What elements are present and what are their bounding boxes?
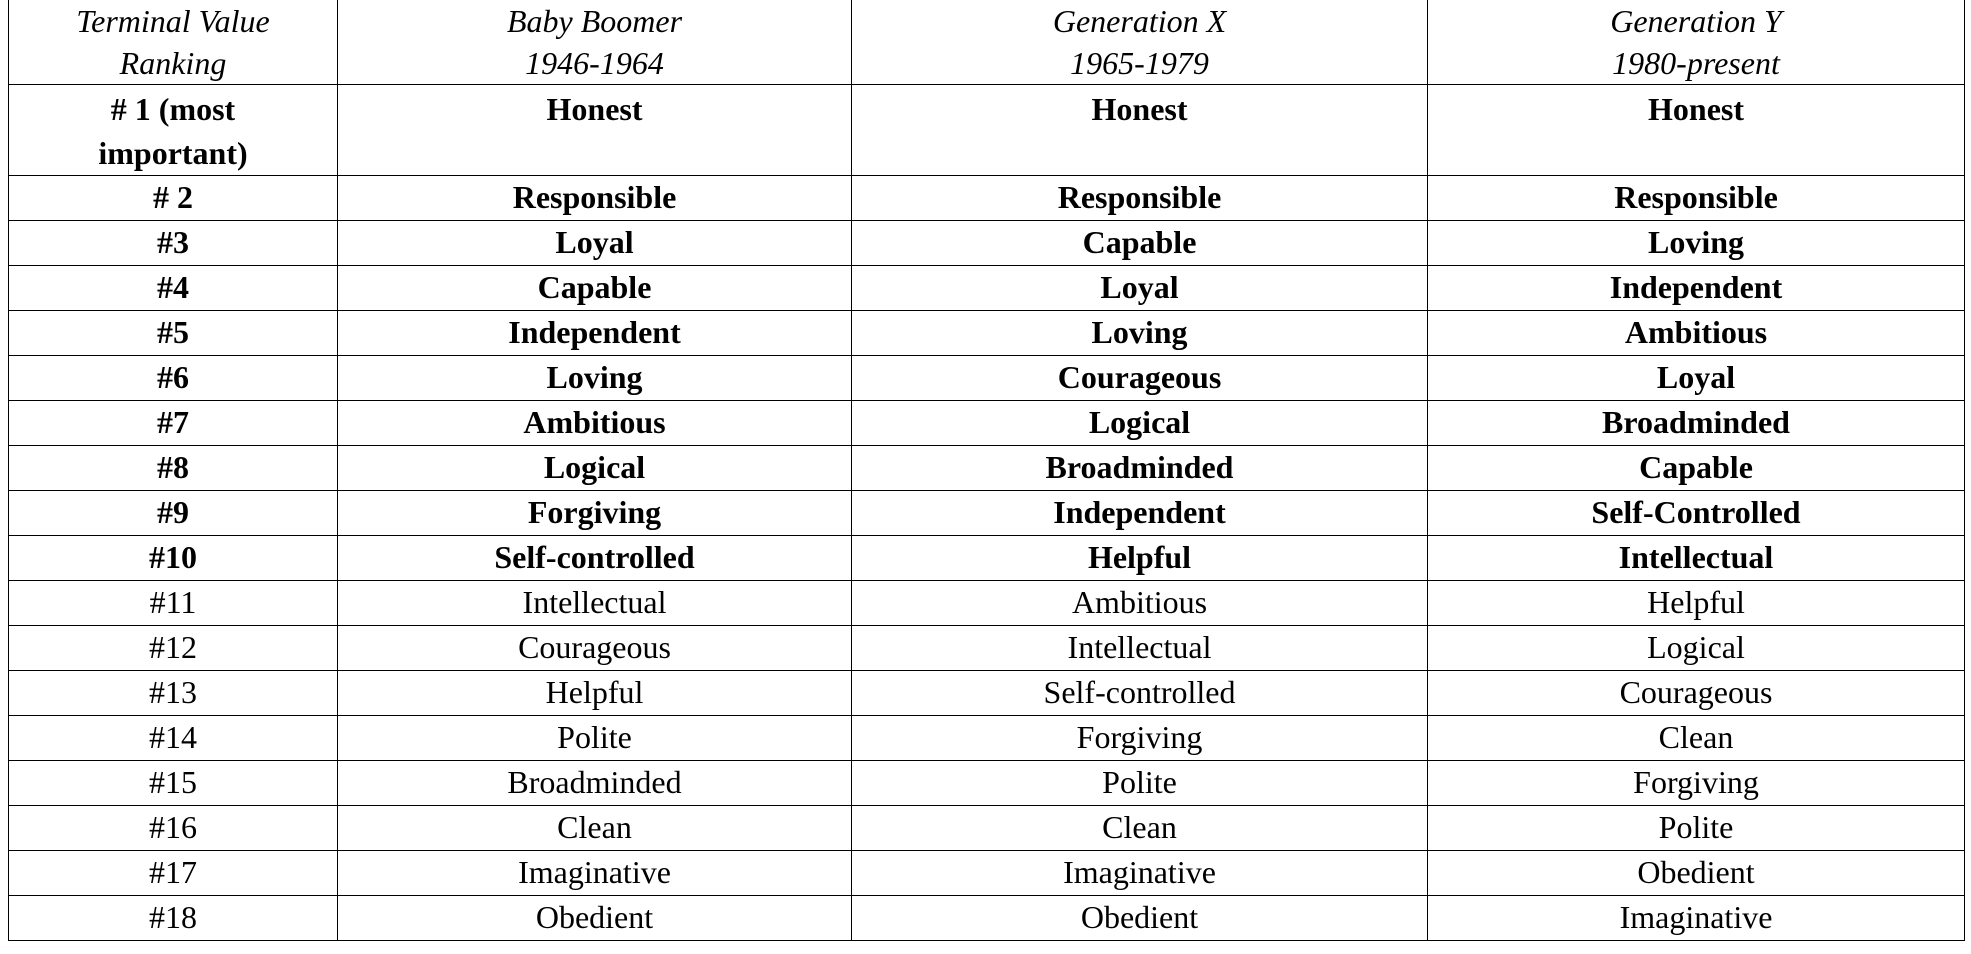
table-header-row [9,0,1965,85]
header-ranking [9,0,338,85]
table-row [9,896,1965,941]
table-row [9,446,1965,491]
baby-boomer-cell: Responsible [338,176,852,221]
header-genx-line2: 1965-1979 [1070,45,1209,81]
rank-cell: #14 [9,716,338,761]
generation-x-cell: Logical [852,401,1428,446]
header-ranking-line2: Ranking [119,45,227,81]
generation-y-cell: Capable [1428,446,1965,491]
table-row [9,851,1965,896]
generation-x-cell: Responsible [852,176,1428,221]
generation-y-cell: Polite [1428,806,1965,851]
table-row [9,671,1965,716]
generation-y-cell: Broadminded [1428,401,1965,446]
generation-y-cell: Self-Controlled [1428,491,1965,536]
generation-x-cell: Polite [852,761,1428,806]
table-row [9,401,1965,446]
header-geny-line1: Generation Y [1610,3,1782,39]
rank-cell: # 2 [9,176,338,221]
generation-x-cell: Courageous [852,356,1428,401]
rank-cell: #17 [9,851,338,896]
generation-x-cell: Obedient [852,896,1428,941]
baby-boomer-cell: Courageous [338,626,852,671]
table-row [9,626,1965,671]
generation-x-cell: Broadminded [852,446,1428,491]
terminal-values-table [8,0,1965,941]
generation-y-cell: Loving [1428,221,1965,266]
header-baby-boomer [338,0,852,85]
table-row [9,221,1965,266]
baby-boomer-cell: Loyal [338,221,852,266]
header-generation-y [1428,0,1965,85]
rank-cell: #4 [9,266,338,311]
generation-y-cell: Obedient [1428,851,1965,896]
table-row [9,761,1965,806]
rank-cell: #9 [9,491,338,536]
generation-y-cell: Responsible [1428,176,1965,221]
generation-x-cell: Self-controlled [852,671,1428,716]
baby-boomer-cell: Helpful [338,671,852,716]
rank-cell: #11 [9,581,338,626]
rank-cell: #3 [9,221,338,266]
rank-cell: #10 [9,536,338,581]
rank-cell: #12 [9,626,338,671]
generation-x-cell: Independent [852,491,1428,536]
baby-boomer-cell: Forgiving [338,491,852,536]
baby-boomer-cell: Polite [338,716,852,761]
rank-cell: #18 [9,896,338,941]
generation-y-cell: Courageous [1428,671,1965,716]
baby-boomer-cell: Obedient [338,896,852,941]
baby-boomer-cell: Loving [338,356,852,401]
generation-x-cell: Imaginative [852,851,1428,896]
generation-y-cell: Logical [1428,626,1965,671]
table-row [9,491,1965,536]
header-genx-line1: Generation X [1052,3,1227,39]
table-row [9,266,1965,311]
baby-boomer-cell: Self-controlled [338,536,852,581]
rank-cell: #5 [9,311,338,356]
table-row [9,536,1965,581]
baby-boomer-cell: Independent [338,311,852,356]
table-row [9,806,1965,851]
table-row [9,581,1965,626]
baby-boomer-cell: Broadminded [338,761,852,806]
generation-x-cell: Loyal [852,266,1428,311]
baby-boomer-cell: Capable [338,266,852,311]
table-row [9,176,1965,221]
generation-x-cell: Forgiving [852,716,1428,761]
table-row [9,716,1965,761]
generation-y-cell: Intellectual [1428,536,1965,581]
rank-cell: #7 [9,401,338,446]
table-row [9,356,1965,401]
generation-x-cell: Loving [852,311,1428,356]
generation-y-cell: Ambitious [1428,311,1965,356]
header-ranking-line1: Terminal Value [76,3,270,39]
table-body [9,85,1965,941]
generation-x-cell: Honest [852,85,1428,176]
generation-y-cell: Loyal [1428,356,1965,401]
baby-boomer-cell: Imaginative [338,851,852,896]
terminal-values-table-container [8,0,1965,941]
generation-y-cell: Clean [1428,716,1965,761]
generation-y-cell: Imaginative [1428,896,1965,941]
header-boomer-line1: Baby Boomer [506,3,683,39]
rank-cell: #8 [9,446,338,491]
baby-boomer-cell: Logical [338,446,852,491]
rank-cell: #15 [9,761,338,806]
baby-boomer-cell: Ambitious [338,401,852,446]
rank-cell: #13 [9,671,338,716]
generation-x-cell: Ambitious [852,581,1428,626]
table-row [9,311,1965,356]
generation-y-cell: Forgiving [1428,761,1965,806]
generation-x-cell: Intellectual [852,626,1428,671]
header-boomer-line2: 1946-1964 [525,45,664,81]
generation-y-cell: Independent [1428,266,1965,311]
header-generation-x [852,0,1428,85]
generation-x-cell: Clean [852,806,1428,851]
rank-cell: #6 [9,356,338,401]
baby-boomer-cell: Honest [338,85,852,176]
generation-x-cell: Capable [852,221,1428,266]
rank-cell: # 1 (most important) [9,85,338,176]
generation-x-cell: Helpful [852,536,1428,581]
table-row [9,85,1965,176]
generation-y-cell: Honest [1428,85,1965,176]
header-geny-line2: 1980-present [1612,45,1780,81]
baby-boomer-cell: Clean [338,806,852,851]
generation-y-cell: Helpful [1428,581,1965,626]
rank-cell: #16 [9,806,338,851]
baby-boomer-cell: Intellectual [338,581,852,626]
